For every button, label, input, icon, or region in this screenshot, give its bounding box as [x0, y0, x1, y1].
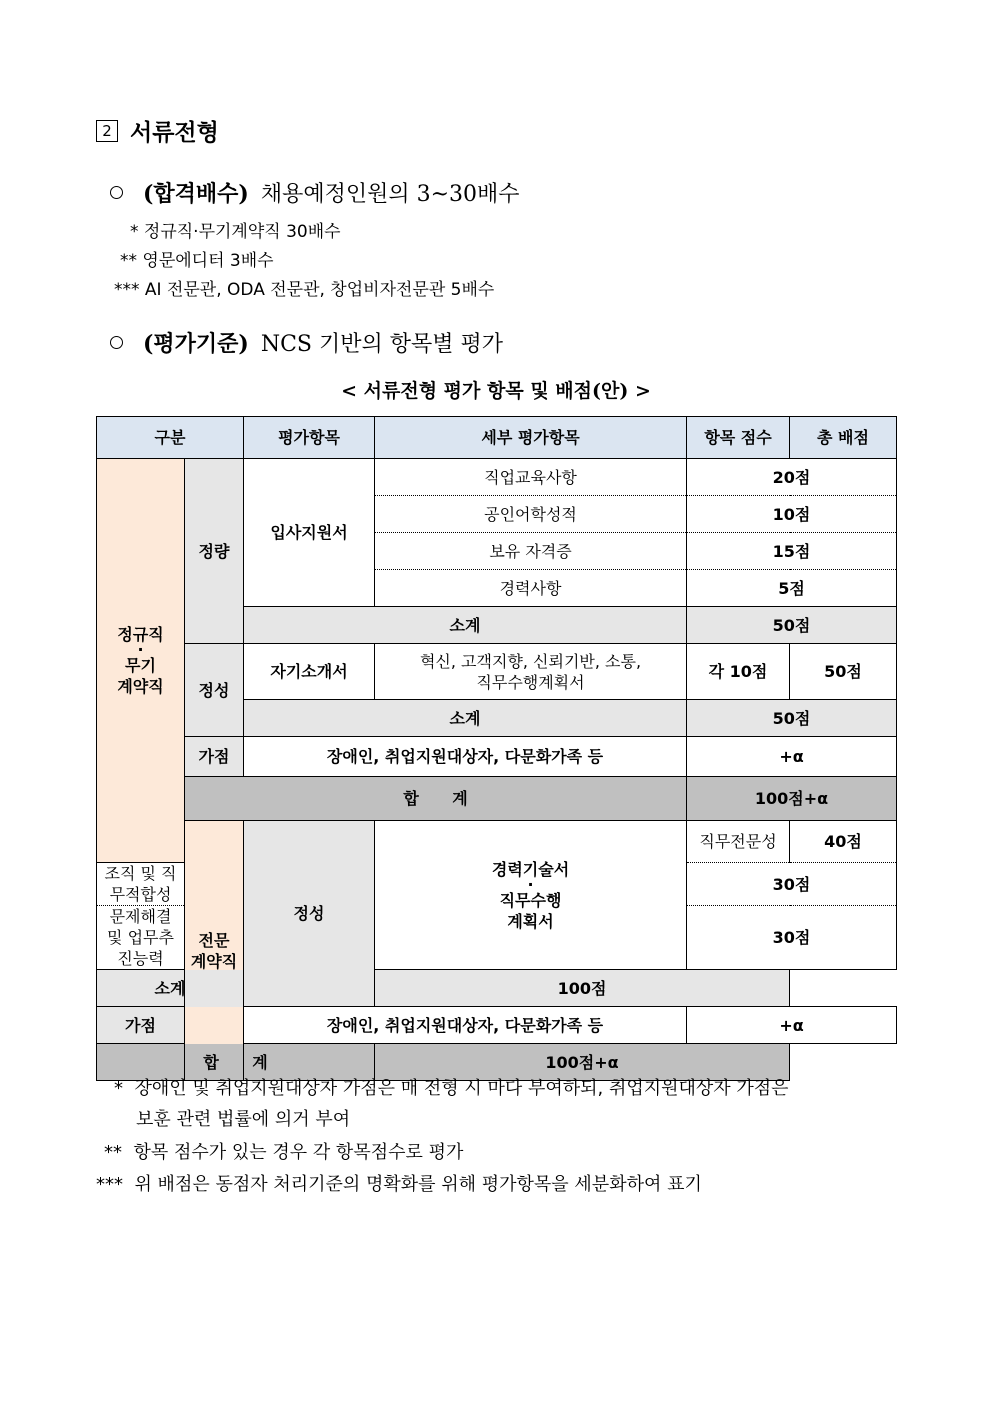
item-application: 입사지원서 — [244, 459, 375, 607]
header-detail: 세부 평가항목 — [375, 417, 687, 459]
detail-row: 공인어학성적 — [375, 496, 687, 533]
item-score-each: 각 10점 — [687, 644, 790, 700]
bonus-text: 장애인, 취업지원대상자, 다문화가족 등 — [244, 737, 687, 777]
footnote-3: *** 위 배점은 동점자 처리기준의 명확화를 위해 평가항목을 세분화하여 표기 — [96, 1174, 702, 1195]
header-item: 평가항목 — [244, 417, 375, 459]
item-career: 경력기술서 · 직무수행 계획서 — [375, 821, 687, 970]
section-number: 2 — [96, 120, 118, 142]
pass-multiple-bullet — [110, 177, 520, 208]
footnote-2: ** 항목 점수가 있는 경우 각 항목점수로 평가 — [104, 1142, 464, 1163]
score-cell: 40점 — [790, 821, 897, 863]
header-total-score: 총 배점 — [790, 417, 897, 459]
pass-multiple-label: (합격배수) — [143, 181, 249, 207]
subtotal-label: 소계 — [244, 700, 687, 737]
detail-row: 보유 자격증 — [375, 533, 687, 570]
circle-bullet-icon — [110, 186, 123, 199]
score-cell: 20점 — [687, 459, 897, 496]
subgroup-qual: 정성 — [185, 644, 244, 737]
total-label: 합 계 — [97, 1044, 375, 1081]
subgroup-bonus: 가점 — [97, 1007, 185, 1044]
table-caption: < 서류전형 평가 항목 및 배점(안) > — [341, 380, 651, 402]
subgroup-quant: 정량 — [185, 459, 244, 644]
score-cell: 30점 — [687, 906, 897, 970]
footnote-1b: 보훈 관련 법률에 의거 부여 — [136, 1109, 351, 1130]
detail-row: 조직 및 직무적합성 — [97, 863, 185, 906]
bonus-text: 장애인, 취업지원대상자, 다문화가족 등 — [244, 1007, 687, 1044]
criteria-text: NCS 기반의 항목별 평가 — [260, 332, 503, 357]
detail-row: 직업교육사항 — [375, 459, 687, 496]
section-title — [96, 114, 219, 147]
pass-note-3: *** AI 전문관, ODA 전문관, 창업비자전문관 5배수 — [114, 280, 495, 300]
subtotal-score: 50점 — [687, 607, 897, 644]
criteria-bullet — [110, 327, 503, 358]
subgroup-bonus: 가점 — [185, 737, 244, 777]
item-self-intro: 자기소개서 — [244, 644, 375, 700]
detail-qual: 혁신, 고객지향, 신뢰기반, 소통, 직무수행계획서 — [375, 644, 687, 700]
subtotal-score: 50점 — [687, 700, 897, 737]
group-expert: 전문 계약직 — [185, 821, 244, 1081]
pass-multiple-text: 채용예정인원의 3~30배수 — [260, 182, 520, 207]
score-cell: 10점 — [687, 496, 897, 533]
pass-note-2: ** 영문에디터 3배수 — [120, 251, 274, 271]
group-regular: 정규직 · 무기 계약직 — [97, 459, 185, 863]
total-score-qual: 50점 — [790, 644, 897, 700]
detail-row: 경력사항 — [375, 570, 687, 607]
subgroup-qual-expert: 정성 — [244, 821, 375, 1007]
total-score: 100점+α — [687, 777, 897, 821]
subtotal-label: 소계 — [97, 970, 244, 1007]
pass-note-1: * 정규직·무기계약직 30배수 — [130, 222, 341, 242]
circle-bullet-icon — [110, 336, 123, 349]
score-cell: 5점 — [687, 570, 897, 607]
subtotal-label: 소계 — [244, 607, 687, 644]
criteria-label: (평가기준) — [143, 331, 249, 357]
total-label: 합 계 — [185, 777, 687, 821]
section-title-text: 서류전형 — [130, 119, 219, 146]
detail-row: 문제해결 및 업무추진능력 — [97, 906, 185, 970]
bonus-score: +α — [687, 737, 897, 777]
subtotal-score: 100점 — [375, 970, 790, 1007]
score-cell: 15점 — [687, 533, 897, 570]
bonus-score: +α — [687, 1007, 897, 1044]
header-item-score: 항목 점수 — [687, 417, 790, 459]
score-cell: 30점 — [687, 863, 897, 906]
header-category: 구분 — [97, 417, 244, 459]
evaluation-table — [96, 416, 897, 1081]
footnote-1: * 장애인 및 취업지원대상자 가점은 매 전형 시 마다 부여하되, 취업지원대상자 가점은 — [114, 1078, 789, 1099]
detail-row: 직무전문성 — [687, 821, 790, 863]
total-score: 100점+α — [375, 1044, 790, 1081]
